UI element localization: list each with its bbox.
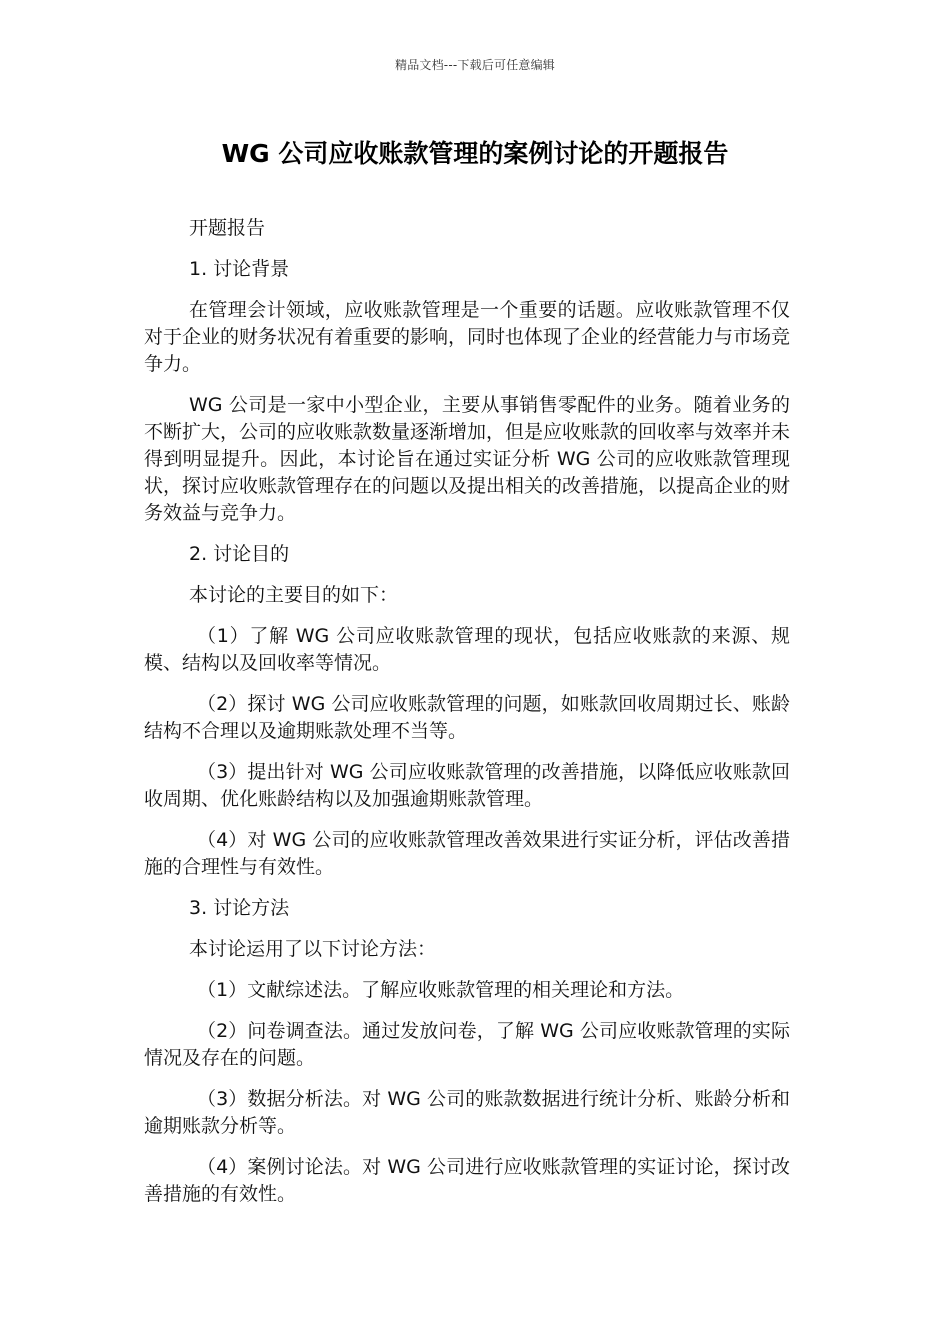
list-item-method-4: （4）案例讨论法。对 WG 公司进行应收账款管理的实证讨论，探讨改善措施的有效性。 [144, 1156, 790, 1205]
list-item-method-3: （3）数据分析法。对 WG 公司的账款数据进行统计分析、账龄分析和逾期账款分析等。 [144, 1088, 790, 1137]
list-item-purpose-2: （2）探讨 WG 公司应收账款管理的问题，如账款回收周期过长、账龄结构不合理以及逾期账款处理不当等。 [144, 693, 790, 742]
header-note: 精品文档---下载后可任意编辑 [395, 58, 555, 72]
list-item-purpose-1: （1）了解 WG 公司应收账款管理的现状，包括应收账款的来源、规模、结构以及回收率等情况。 [144, 625, 790, 674]
document-body [144, 215, 790, 1222]
section-heading-method: 3. 讨论方法 [189, 897, 290, 919]
paragraph-method-intro: 本讨论运用了以下讨论方法： [189, 938, 437, 960]
paragraph-background-2: WG 公司是一家中小型企业，主要从事销售零配件的业务。随着业务的不断扩大，公司的应收账款数量逐渐增加，但是应收账款的回收率与效率并未得到明显提升。因此，本讨论旨在通过实证分析 WG 公司的应收账款管理现状，探讨应收账款管理存在的问题以及提出相关的改善措施，以提高企业的财务效益与竞争力。 [144, 394, 791, 524]
paragraph-background-1: 在管理会计领域，应收账款管理是一个重要的话题。应收账款管理不仅对于企业的财务状况有着重要的影响，同时也体现了企业的经营能力与市场竞争力。 [144, 299, 791, 375]
list-item-method-1: （1）文献综述法。了解应收账款管理的相关理论和方法。 [197, 979, 685, 1001]
section-heading-purpose: 2. 讨论目的 [189, 543, 290, 565]
list-item-purpose-4: （4）对 WG 公司的应收账款管理改善效果进行实证分析，评估改善措施的合理性与有效性。 [144, 829, 790, 878]
section-heading-background: 1. 讨论背景 [189, 258, 290, 280]
paragraph-proposal-heading: 开题报告 [189, 217, 266, 239]
list-item-method-2: （2）问卷调查法。通过发放问卷，了解 WG 公司应收账款管理的实际情况及存在的问题。 [144, 1020, 790, 1069]
list-item-purpose-3: （3）提出针对 WG 公司应收账款管理的改善措施，以降低应收账款回收周期、优化账龄结构以及加强逾期账款管理。 [144, 761, 790, 810]
document-title: WG 公司应收账款管理的案例讨论的开题报告 [221, 139, 729, 168]
paragraph-purpose-intro: 本讨论的主要目的如下： [189, 584, 399, 606]
